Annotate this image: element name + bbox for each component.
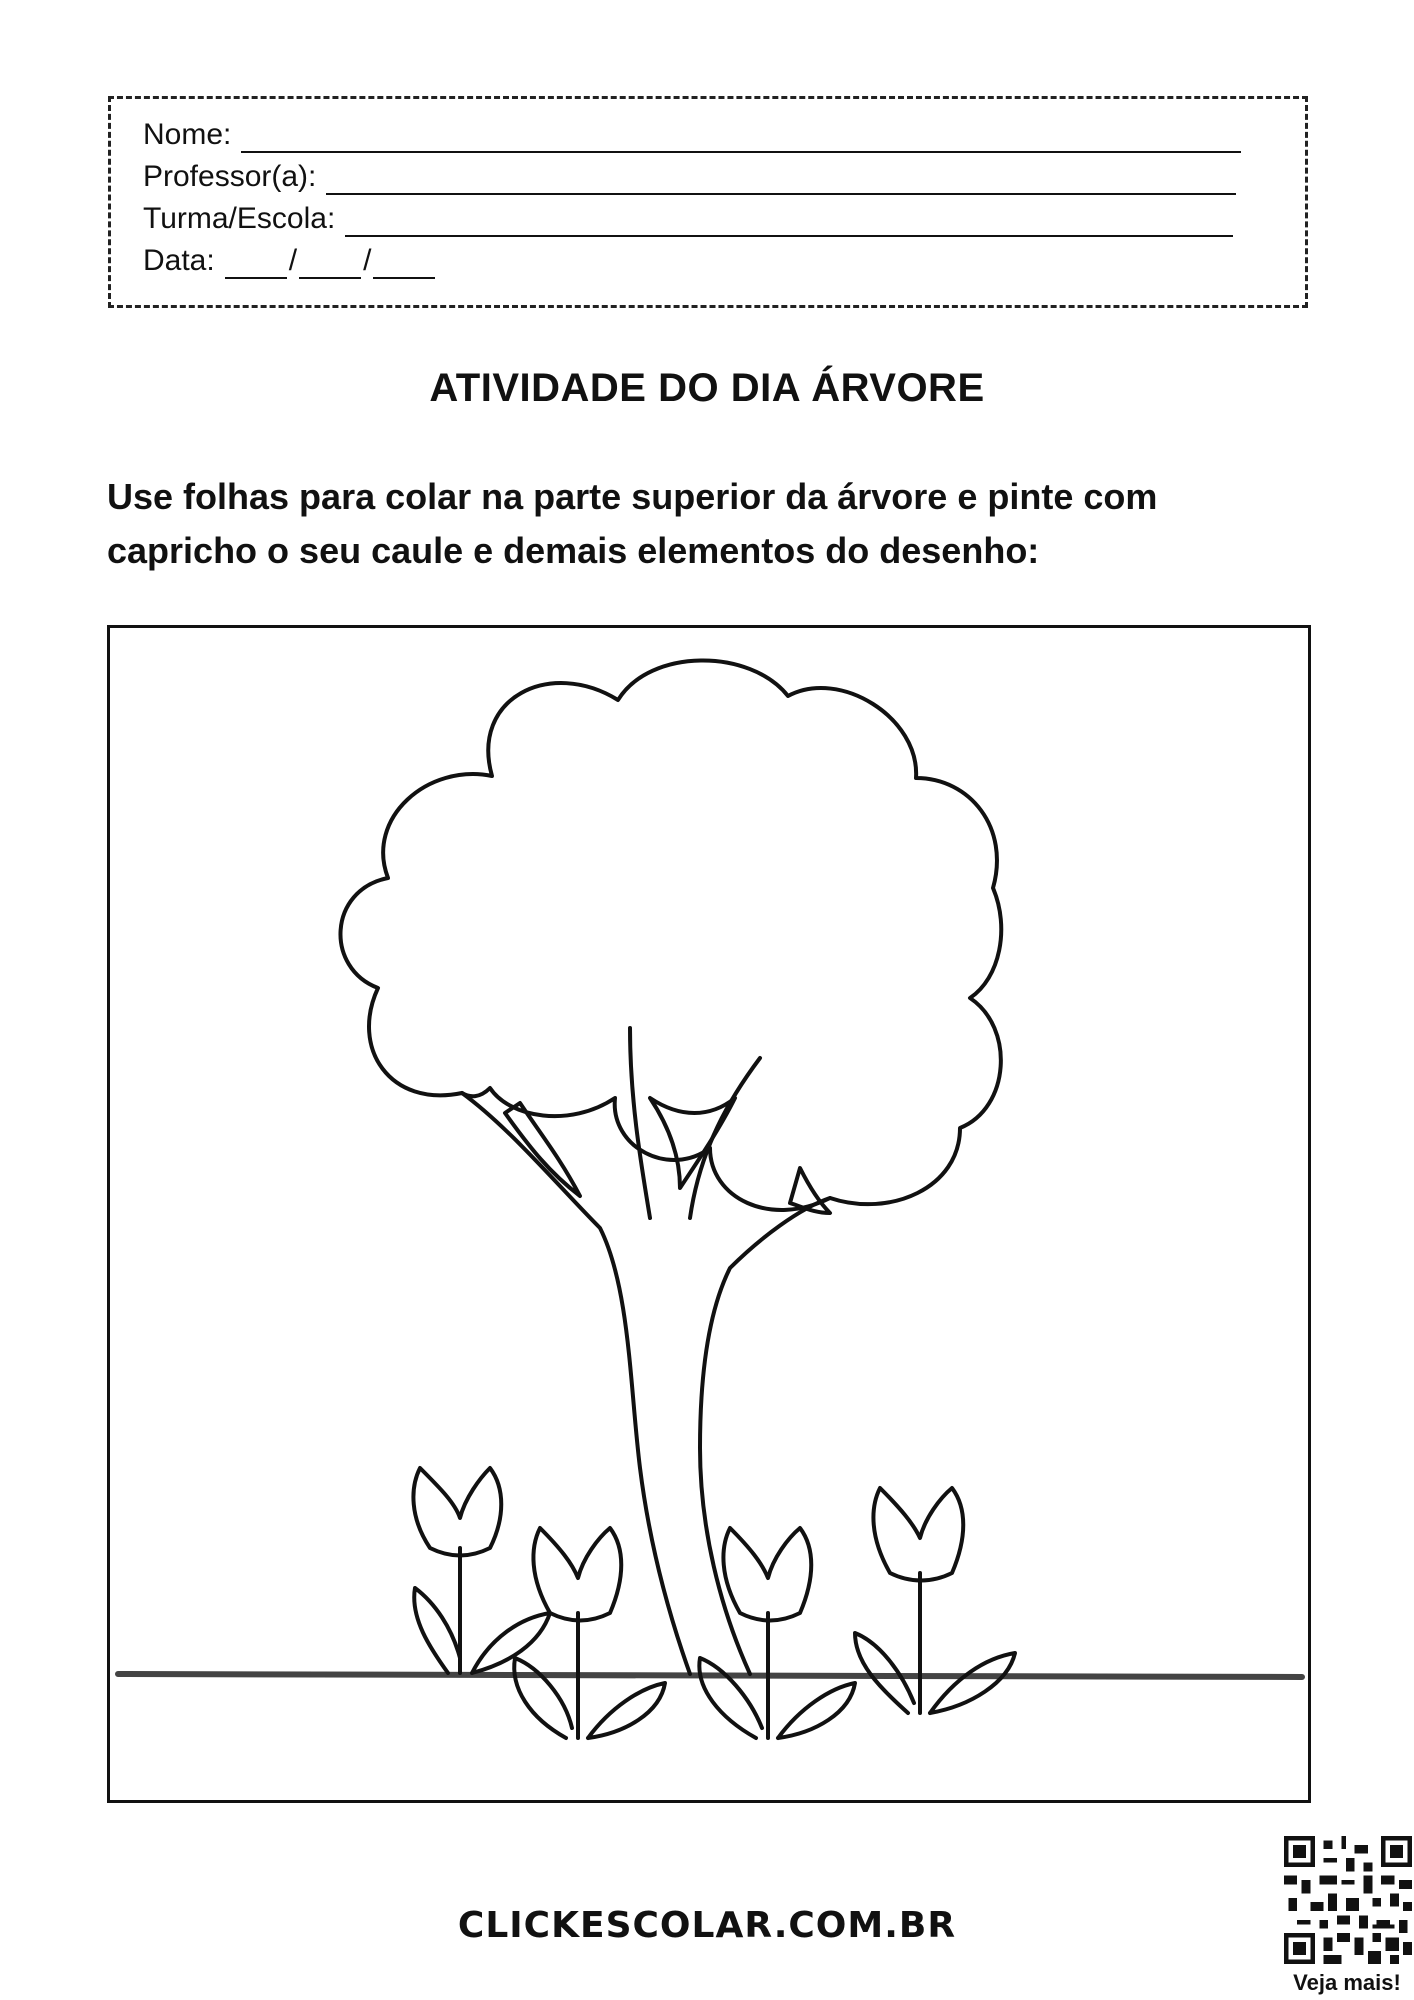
ground-line — [118, 1674, 1302, 1677]
date-field — [143, 243, 435, 279]
date-label: Data: — [143, 244, 215, 277]
name-line[interactable] — [241, 123, 1241, 153]
page-title: ATIVIDADE DO DIA ÁRVORE — [429, 366, 985, 410]
teacher-label: Professor(a): — [143, 160, 317, 193]
name-label: Nome: — [143, 118, 232, 151]
date-month-line[interactable] — [299, 249, 361, 279]
date-separator: / — [288, 244, 298, 277]
drawing-frame — [107, 625, 1311, 1803]
instructions-text: Use folhas para colar na parte superior da árvore e pinte com capricho o seu caule e demais elementos do desenho: — [107, 476, 1158, 571]
class-line[interactable] — [345, 207, 1233, 237]
tulip-flower — [413, 1468, 550, 1673]
teacher-line[interactable] — [326, 165, 1236, 195]
tulip-flower — [514, 1528, 665, 1738]
tree-trunk — [462, 1028, 830, 1674]
qr-caption: Veja mais! — [1293, 1970, 1401, 1995]
tree-coloring-illustration — [110, 628, 1308, 1800]
tree-crown — [340, 660, 1001, 1209]
class-label: Turma/Escola: — [143, 202, 336, 235]
class-field — [143, 201, 1233, 237]
date-year-line[interactable] — [373, 249, 435, 279]
qr-code-icon[interactable] — [1284, 1836, 1412, 1964]
tree-branch — [650, 1098, 735, 1188]
student-info-box — [108, 96, 1308, 308]
tulip-flower — [699, 1528, 855, 1738]
tulip-flower — [855, 1488, 1015, 1713]
date-separator: / — [363, 244, 372, 277]
site-url[interactable]: CLICKESCOLAR.COM.BR — [457, 1905, 957, 1946]
teacher-field — [143, 159, 1236, 195]
date-day-line[interactable] — [225, 249, 287, 279]
name-field — [143, 117, 1241, 153]
